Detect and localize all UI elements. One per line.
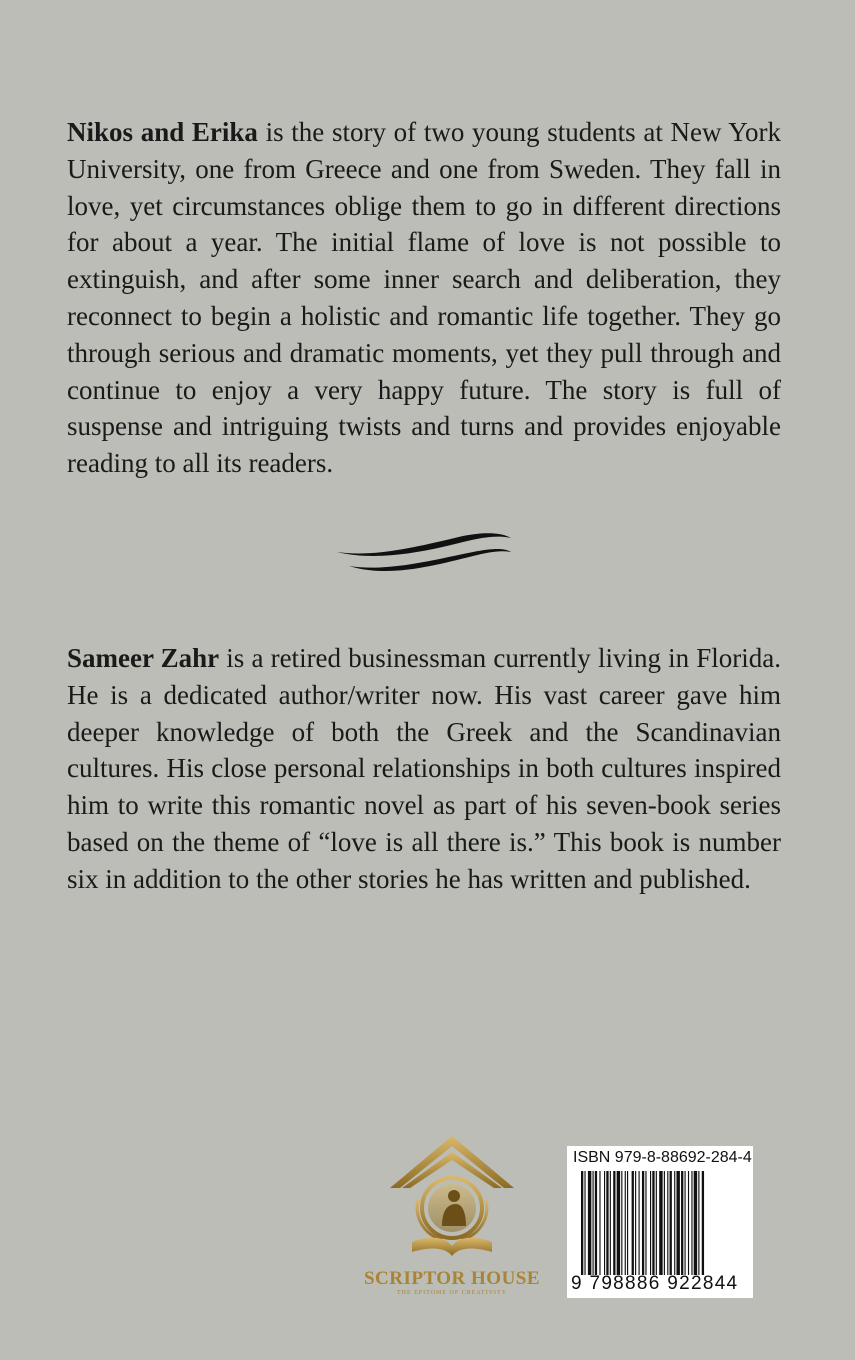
barcode-bar [606, 1171, 608, 1275]
barcode-bar [702, 1171, 704, 1275]
barcode-bar [691, 1171, 692, 1275]
barcode-bar [625, 1171, 626, 1275]
barcode-bar [688, 1171, 689, 1275]
publisher-emblem-icon [362, 1130, 542, 1270]
barcode-bar [595, 1171, 597, 1275]
author-bio-paragraph [67, 640, 781, 898]
barcode-bar [599, 1171, 600, 1275]
barcode-bar [685, 1171, 686, 1275]
barcode-bar [667, 1171, 668, 1275]
barcode-bar [639, 1171, 640, 1275]
barcode-bar [650, 1171, 651, 1275]
isbn-barcode [567, 1146, 753, 1298]
barcode-bar [584, 1171, 585, 1275]
isbn-label: ISBN 979-8-88692-284-4 [573, 1149, 752, 1166]
barcode-bar [674, 1171, 675, 1275]
barcode-bar [621, 1171, 622, 1275]
barcode-bar [593, 1171, 594, 1275]
publisher-logo [362, 1130, 542, 1302]
barcode-bar [581, 1171, 583, 1275]
blurb-text: is the story of two young students at New York University, one from Greece and one from Sweden. They fall in love, yet circumstances oblige them to go in different directions for about a year. The initial flame of love is not possible to extinguish, and after some inner search and deliberation, they reconnect to begin a holistic and romantic life together. They go through serious and dramatic moments, yet they pull through and continue to enjoy a very happy future. The story is full of suspense and intriguing twists and turns and provides enjoyable reading to all its readers. [67, 117, 781, 479]
isbn-digits: 9 798886 922844 [571, 1273, 739, 1294]
barcode-bar [652, 1171, 654, 1275]
barcode-bar [610, 1171, 611, 1275]
barcode-bar [656, 1171, 657, 1275]
author-bio-text: is a retired businessman currently living in Florida. He is a dedicated author/writer now. His vast career gave him deeper knowledge of both the Greek and the Scandinavian cultures. His close personal relationships in both cultures inspired him to write this romantic novel as part of his seven-book series based on the theme of “love is all there is.” This book is number six in addition to the other stories he has written and published. [67, 643, 781, 894]
barcode-bar [694, 1171, 697, 1275]
author-name-bold: Sameer Zahr [67, 643, 220, 673]
barcode-bar [642, 1171, 644, 1275]
publisher-tagline: THE EPITOME OF CREATIVITY [396, 1290, 508, 1296]
barcode-bar [676, 1171, 679, 1275]
swash-divider-icon [333, 526, 513, 578]
barcode-bars [581, 1171, 747, 1275]
barcode-bar [659, 1171, 662, 1275]
barcode-bar [617, 1171, 620, 1275]
book-title-bold: Nikos and Erika [67, 117, 258, 147]
barcode-bar [627, 1171, 628, 1275]
barcode-bar [632, 1171, 634, 1275]
barcode-bar [613, 1171, 615, 1275]
publisher-name: SCRIPTOR HOUSE [363, 1268, 541, 1289]
blurb-paragraph [67, 114, 781, 482]
barcode-bar [681, 1171, 683, 1275]
barcode-bar [664, 1171, 665, 1275]
barcode-bar [670, 1171, 672, 1275]
barcode-bar [588, 1171, 591, 1275]
barcode-bar [645, 1171, 646, 1275]
barcode-bar [635, 1171, 636, 1275]
barcode-bar [698, 1171, 699, 1275]
barcode-bar [604, 1171, 605, 1275]
